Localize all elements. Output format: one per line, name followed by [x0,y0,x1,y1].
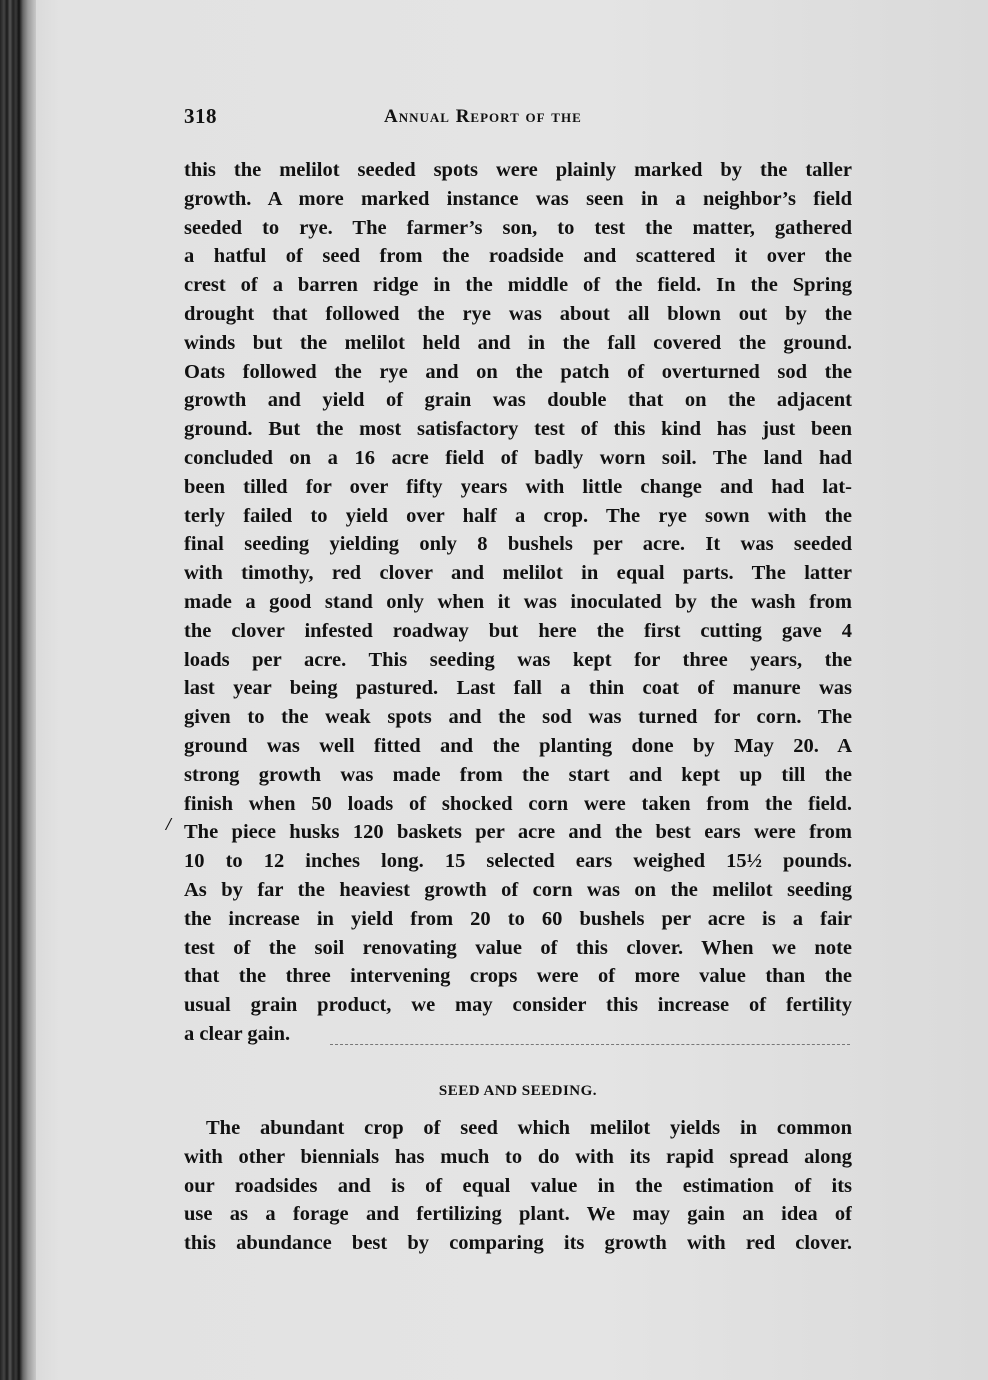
text-line: our roadsides and is of equal value in the estimation of its [184,1174,852,1197]
text-line: concluded on a 16 acre field of badly worn soil. The land had [184,446,852,469]
text-line: use as a forage and fertilizing plant. We may gain an idea of [184,1203,852,1226]
text-line: growth and yield of grain was double that on the adjacent [184,389,852,412]
text-line: with other biennials has much to do with its rapid spread along [184,1145,852,1168]
text-line: strong growth was made from the start and kept up till the [184,763,852,786]
page-number: 318 [184,104,217,128]
text-line: usual grain product, we may consider this increase of fertility [184,994,852,1017]
text-line: seeded to rye. The farmer’s son, to test the matter, gathered [184,216,852,239]
text-line: the clover infested roadway but here the first cutting gave 4 [184,619,852,642]
text-line: growth. A more marked instance was seen in a neighbor’s field [184,187,852,210]
text-line: that the three intervening crops were of more value than the [184,965,852,988]
section-paragraph [184,1114,852,1258]
text-line: a hatful of seed from the roadside and scattered it over the [184,245,852,268]
margin-pencil-mark: / [166,814,172,834]
section-divider [330,1044,850,1045]
text-line: The piece husks 120 baskets per acre and the best ears were from [184,821,852,844]
text-line: ground. But the most satisfactory test of this kind has just been [184,418,852,441]
book-binding-edge [0,0,36,1380]
text-line: the increase in yield from 20 to 60 bushels per acre is a fair [184,907,852,930]
running-head: Annual Report of the [384,106,582,127]
text-line: given to the weak spots and the sod was turned for corn. The [184,706,852,729]
text-line: crest of a barren ridge in the middle of the field. In the Spring [184,274,852,297]
text-line: loads per acre. This seeding was kept for three years, the [184,648,852,671]
text-line: ground was well fitted and the planting done by May 20. A [184,734,852,757]
text-line: terly failed to yield over half a crop. The rye sown with the [184,504,852,527]
text-line: last year being pastured. Last fall a thin coat of manure was [184,677,852,700]
text-line: been tilled for over fifty years with little change and had lat- [184,475,852,498]
text-line: As by far the heaviest growth of corn was on the melilot seeding [184,878,852,901]
page-header [184,104,852,134]
text-line: test of the soil renovating value of this clover. When we note [184,936,852,959]
text-line: winds but the melilot held and in the fall covered the ground. [184,331,852,354]
body-paragraph [184,156,852,1049]
text-line: drought that followed the rye was about all blown out by the [184,302,852,325]
text-line: 10 to 12 inches long. 15 selected ears weighed 15½ pounds. [184,850,852,873]
text-line: finish when 50 loads of shocked corn were taken from the field. [184,792,852,815]
section-heading: SEED AND SEEDING. [438,1083,598,1099]
text-line: made a good stand only when it was inoculated by the wash from [184,590,852,613]
text-line: with timothy, red clover and melilot in equal parts. The latter [184,562,852,585]
text-line: Oats followed the rye and on the patch of overturned sod the [184,360,852,383]
text-line: final seeding yielding only 8 bushels per acre. It was seeded [184,533,852,556]
text-line: this the melilot seeded spots were plainly marked by the taller [184,159,852,181]
text-line: this abundance best by comparing its growth with red clover. [184,1232,852,1255]
text-line: The abundant crop of seed which melilot yields in common [206,1117,852,1139]
text-line: a clear gain. [184,1022,291,1045]
